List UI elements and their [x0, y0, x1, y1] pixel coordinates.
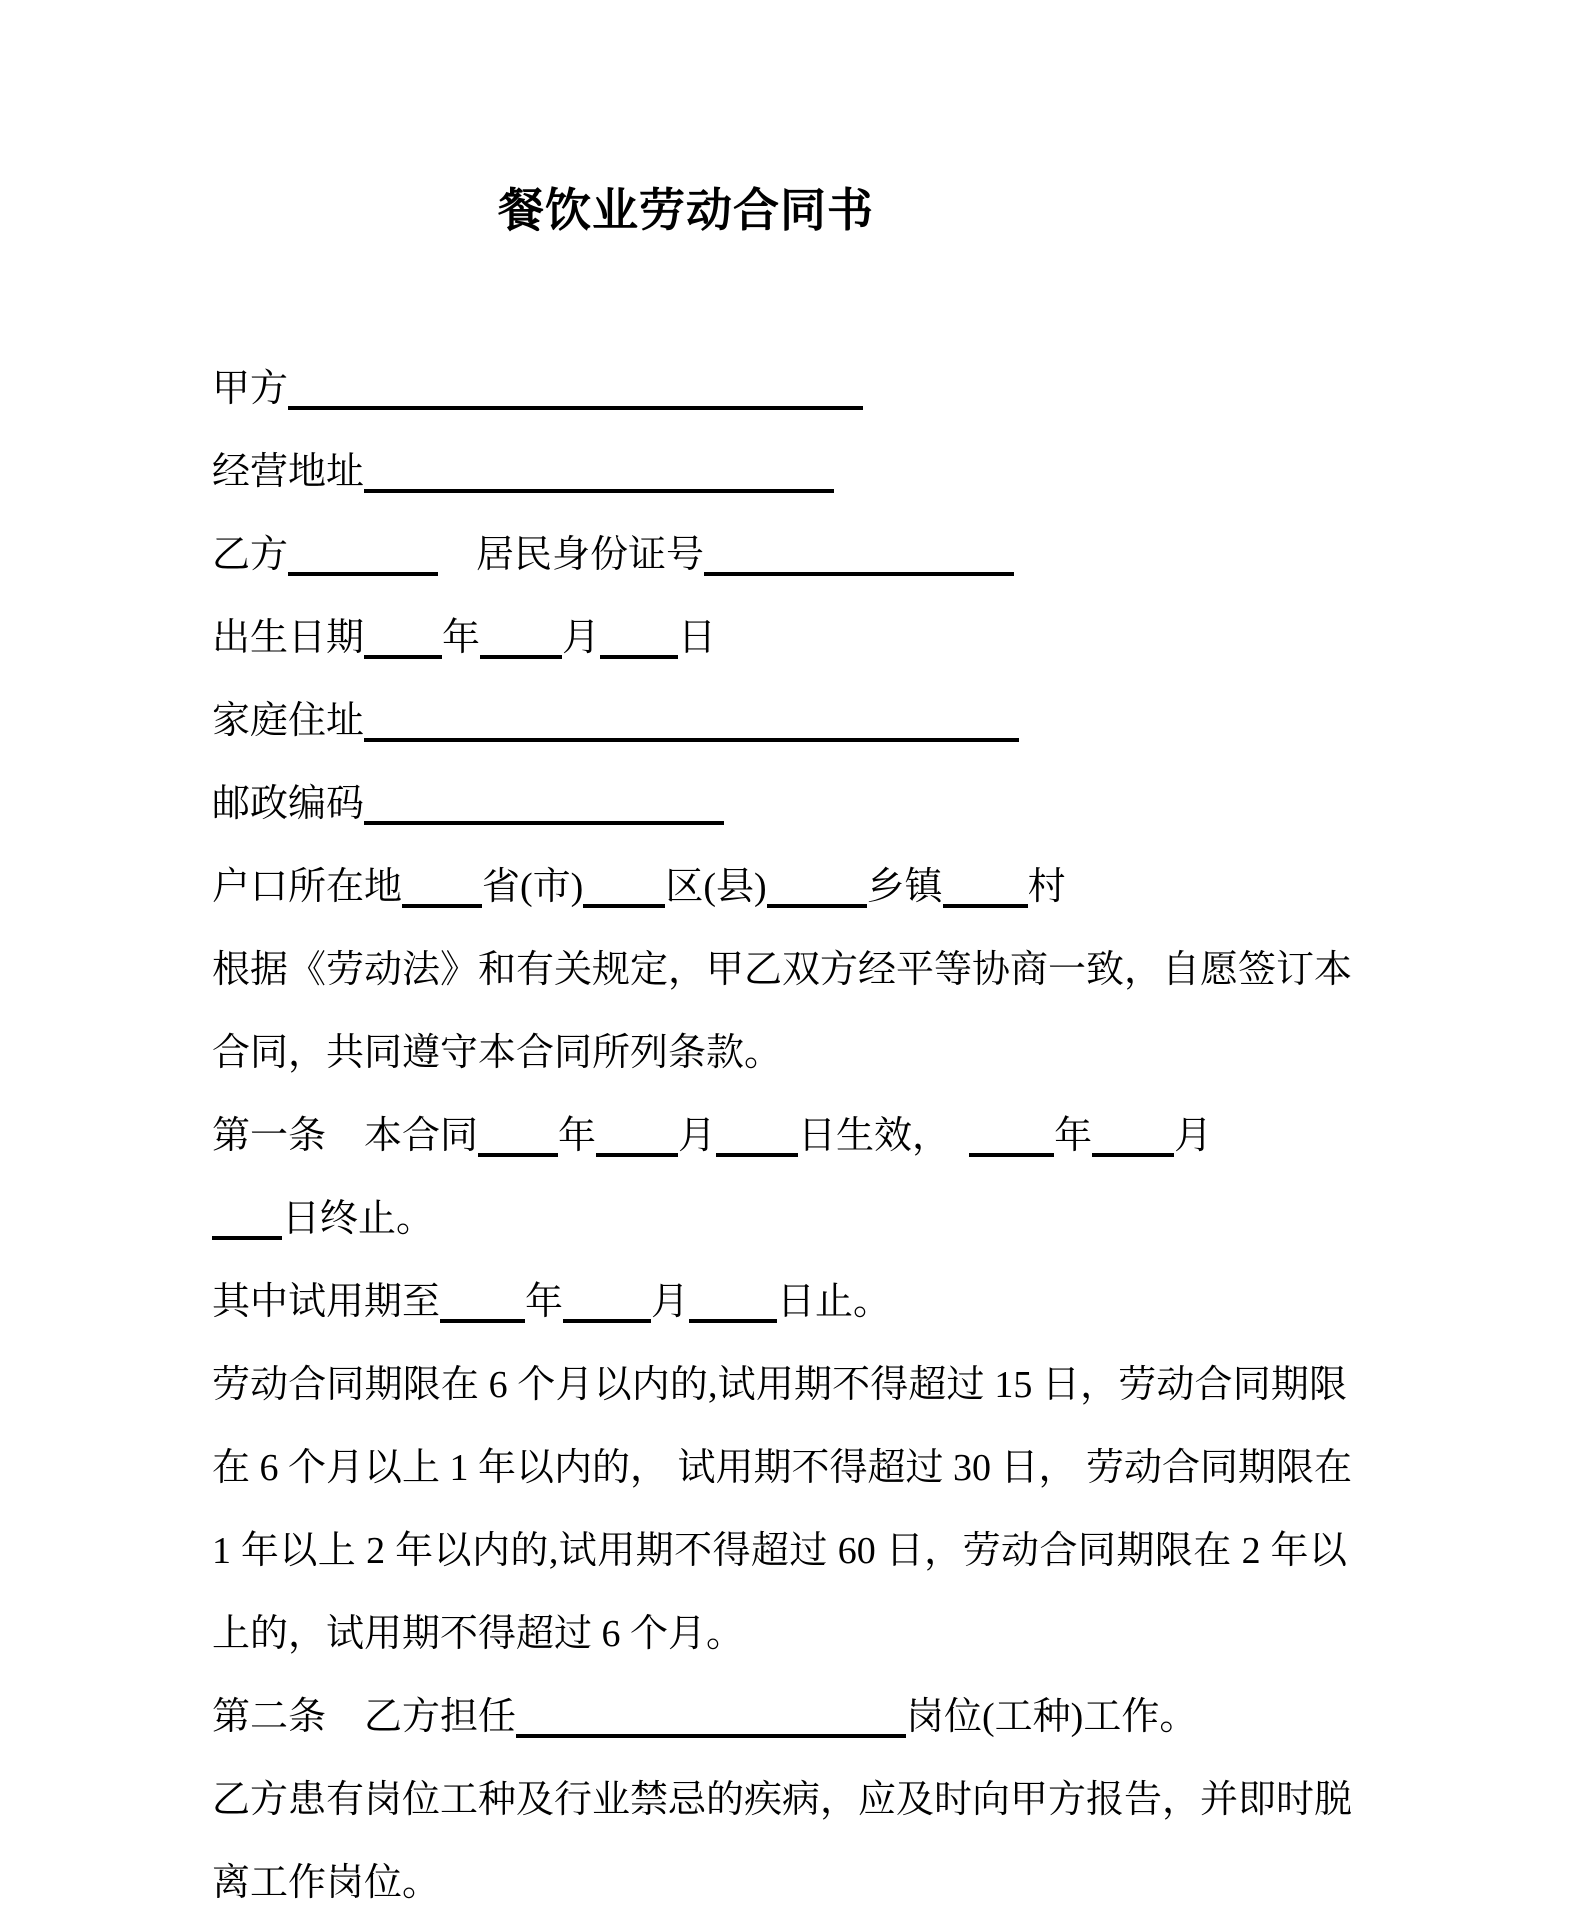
- blank-field[interactable]: [596, 1119, 678, 1157]
- contract-line: [212, 1593, 1347, 1676]
- blank-field[interactable]: [364, 787, 724, 825]
- blank-field[interactable]: [716, 1119, 798, 1157]
- blank-field[interactable]: [563, 1285, 651, 1323]
- blank-field[interactable]: [969, 1119, 1054, 1157]
- contract-line: [212, 680, 1347, 763]
- blank-field[interactable]: [364, 621, 442, 659]
- line-text: 日止。: [777, 1281, 892, 1323]
- line-text: 乙方患有岗位工种及行业禁忌的疾病，应及时向甲方报告，并即时脱: [212, 1779, 1353, 1821]
- blank-field[interactable]: [583, 870, 665, 908]
- line-text: 月: [678, 1115, 717, 1157]
- line-text: 家庭住址: [212, 700, 365, 742]
- line-text: 在 6 个月以上 1 年以内的， 试用期不得超过 30 日， 劳动合同期限在: [212, 1447, 1353, 1489]
- blank-field[interactable]: [288, 538, 438, 576]
- line-text: 合同，共同遵守本合同所列条款。: [212, 1032, 783, 1074]
- blank-field[interactable]: [704, 538, 1014, 576]
- contract-line: [212, 1510, 1347, 1593]
- contract-line: [212, 1012, 1347, 1095]
- line-text: 劳动合同期限在 6 个月以内的,试用期不得超过 15 日，劳动合同期限: [212, 1364, 1347, 1406]
- line-text: 日: [678, 617, 717, 659]
- document-title: 餐饮业劳动合同书: [498, 184, 874, 236]
- line-text: 月: [1174, 1115, 1213, 1157]
- line-text: 日终止。: [282, 1198, 435, 1240]
- line-text: 第二条 乙方担任: [212, 1696, 517, 1738]
- line-text: 离工作岗位。: [212, 1862, 441, 1904]
- line-text: 第一条 本合同: [212, 1115, 479, 1157]
- contract-line: [212, 1095, 1347, 1178]
- line-text: 根据《劳动法》和有关规定，甲乙双方经平等协商一致，自愿签订本: [212, 949, 1353, 991]
- blank-field[interactable]: [402, 870, 482, 908]
- blank-field[interactable]: [364, 455, 834, 493]
- contract-line: [212, 514, 1347, 597]
- contract-line: [212, 1427, 1353, 1510]
- contract-line: [212, 1261, 1347, 1344]
- blank-field[interactable]: [943, 870, 1028, 908]
- line-text: 日生效，: [798, 1115, 970, 1157]
- blank-field[interactable]: [212, 1202, 282, 1240]
- line-text: 其中试用期至: [212, 1281, 441, 1323]
- contract-body: [212, 348, 1353, 1918]
- line-text: 年: [558, 1115, 597, 1157]
- line-text: 上的，试用期不得超过 6 个月。: [212, 1613, 745, 1655]
- line-text: 居民身份证号: [438, 534, 705, 576]
- contract-line: [212, 1344, 1347, 1427]
- contract-line: [212, 431, 1347, 514]
- blank-field[interactable]: [288, 372, 863, 410]
- line-text: 年: [442, 617, 481, 659]
- contract-line: [212, 1676, 1347, 1759]
- blank-field[interactable]: [1092, 1119, 1174, 1157]
- contract-line: [212, 597, 1347, 680]
- line-text: 1 年以上 2 年以内的,试用期不得超过 60 日，劳动合同期限在 2 年以: [212, 1530, 1347, 1572]
- line-text: 月: [651, 1281, 690, 1323]
- line-text: 户口所在地: [212, 866, 403, 908]
- blank-field[interactable]: [478, 1119, 558, 1157]
- line-text: 甲方: [212, 368, 289, 410]
- blank-field[interactable]: [364, 704, 1019, 742]
- blank-field[interactable]: [600, 621, 678, 659]
- contract-line: [212, 1842, 1347, 1918]
- contract-line: [212, 763, 1347, 846]
- line-text: 省(市): [482, 866, 584, 908]
- line-text: 区(县): [665, 866, 767, 908]
- blank-field[interactable]: [480, 621, 562, 659]
- blank-field[interactable]: [767, 870, 867, 908]
- line-text: 年: [525, 1281, 564, 1323]
- contract-line: [212, 846, 1347, 929]
- line-text: 年: [1054, 1115, 1093, 1157]
- line-text: 乡镇: [866, 866, 943, 908]
- line-text: 月: [562, 617, 601, 659]
- blank-field[interactable]: [440, 1285, 525, 1323]
- contract-line: [212, 929, 1353, 1012]
- line-text: 岗位(工种)工作。: [906, 1696, 1198, 1738]
- line-text: 出生日期: [212, 617, 365, 659]
- contract-line: [212, 1759, 1353, 1842]
- line-text: 村: [1027, 866, 1066, 908]
- blank-field[interactable]: [689, 1285, 777, 1323]
- line-text: 邮政编码: [212, 783, 365, 825]
- contract-line: [212, 348, 1347, 431]
- contract-line: [212, 1178, 1347, 1261]
- line-text: 乙方: [212, 534, 289, 576]
- blank-field[interactable]: [516, 1700, 906, 1738]
- line-text: 经营地址: [212, 451, 365, 493]
